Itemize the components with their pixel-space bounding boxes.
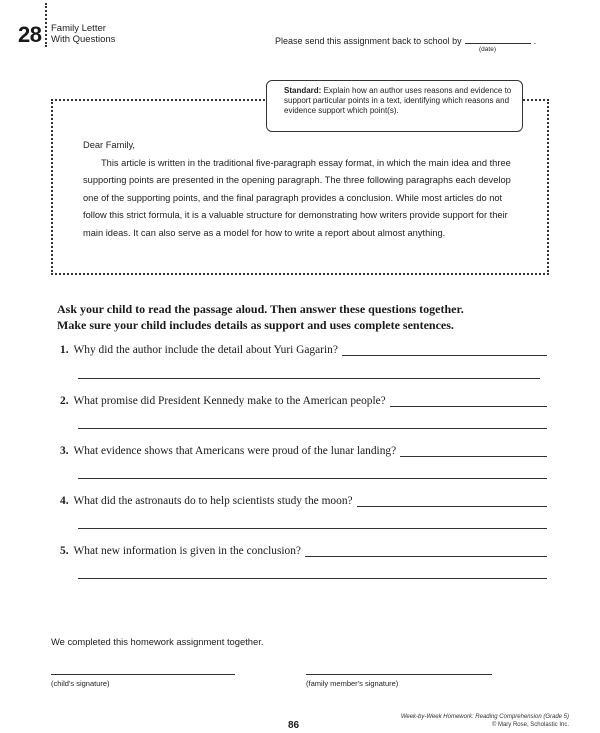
- answer-line[interactable]: [78, 478, 547, 479]
- credit-copyright: © Mary Rose, Scholastic Inc.: [491, 721, 569, 728]
- answer-blank[interactable]: [342, 346, 547, 356]
- lesson-title: [51, 24, 115, 45]
- question-number: 5.: [60, 545, 69, 557]
- child-signature-label: (child's signature): [51, 679, 110, 688]
- answer-line[interactable]: [78, 378, 540, 379]
- credit-book-title: Week-by-Week Homework: Reading Comprehension (Grade 5): [400, 714, 569, 720]
- family-signature-label: (family member's signature): [306, 679, 399, 688]
- date-blank[interactable]: [465, 35, 531, 44]
- date-label: (date): [479, 46, 496, 53]
- question-4: [60, 495, 547, 507]
- instructions-line2: Make sure your child includes details as support and uses complete sentences.: [57, 318, 454, 332]
- question-text: What promise did President Kennedy make to the American people?: [73, 395, 386, 407]
- question-text: What new information is given in the conclusion?: [73, 545, 301, 557]
- question-5: [60, 545, 547, 557]
- letter-body: This article is written in the traditional five-paragraph essay format, in which the main idea and three supporting points are presented in the opening paragraph. The three following paragraphs each develop one of the supporting points, and the final paragraph provides a conclusion. While most articles do not follow this strict formula, it is a valuable structure for demonstrating how writers provide support for their main ideas. It can also serve as a model for how to write a report about almost anything.: [83, 157, 511, 238]
- instructions: [57, 301, 557, 333]
- completed-statement: We completed this homework assignment together.: [51, 636, 264, 647]
- question-3: [60, 445, 547, 457]
- question-text: Why did the author include the detail about Yuri Gagarin?: [73, 344, 338, 356]
- lesson-number: 28: [18, 22, 42, 47]
- question-text: What evidence shows that Americans were proud of the lunar landing?: [73, 445, 397, 457]
- family-letter: [83, 137, 523, 243]
- answer-blank[interactable]: [390, 397, 547, 407]
- family-signature-line[interactable]: [306, 674, 492, 675]
- standard-box: [266, 80, 523, 132]
- answer-line[interactable]: [78, 578, 547, 579]
- question-number: 1.: [60, 344, 69, 356]
- standard-text: Explain how an author uses reasons and evidence to support particular points in a text, identifying which reasons and evidence support which point(s).: [284, 86, 512, 115]
- answer-blank[interactable]: [305, 547, 547, 557]
- header-dotted-divider: [45, 3, 47, 47]
- question-number: 3.: [60, 445, 69, 457]
- send-back-instruction: [275, 35, 536, 46]
- letter-greeting: Dear Family,: [83, 140, 135, 150]
- lesson-title-line2: With Questions: [51, 33, 116, 45]
- copyright-credit: [401, 714, 569, 729]
- send-back-comma: .: [533, 36, 537, 46]
- child-signature-line[interactable]: [51, 674, 235, 675]
- question-1: [60, 344, 547, 356]
- standard-label: Standard:: [284, 86, 322, 95]
- question-number: 4.: [60, 495, 69, 507]
- send-back-text: Please send this assignment back to school by: [275, 36, 462, 46]
- answer-line[interactable]: [78, 428, 547, 429]
- answer-line[interactable]: [78, 528, 547, 529]
- answer-blank[interactable]: [357, 497, 547, 507]
- question-number: 2.: [60, 395, 69, 407]
- question-text: What did the astronauts do to help scientists study the moon?: [73, 495, 353, 507]
- lesson-title-line1: Family Letter: [51, 23, 106, 34]
- question-2: [60, 395, 547, 407]
- page-number: 86: [288, 720, 300, 731]
- instructions-line1: Ask your child to read the passage aloud. Then answer these questions together.: [57, 302, 464, 316]
- answer-blank[interactable]: [400, 447, 547, 457]
